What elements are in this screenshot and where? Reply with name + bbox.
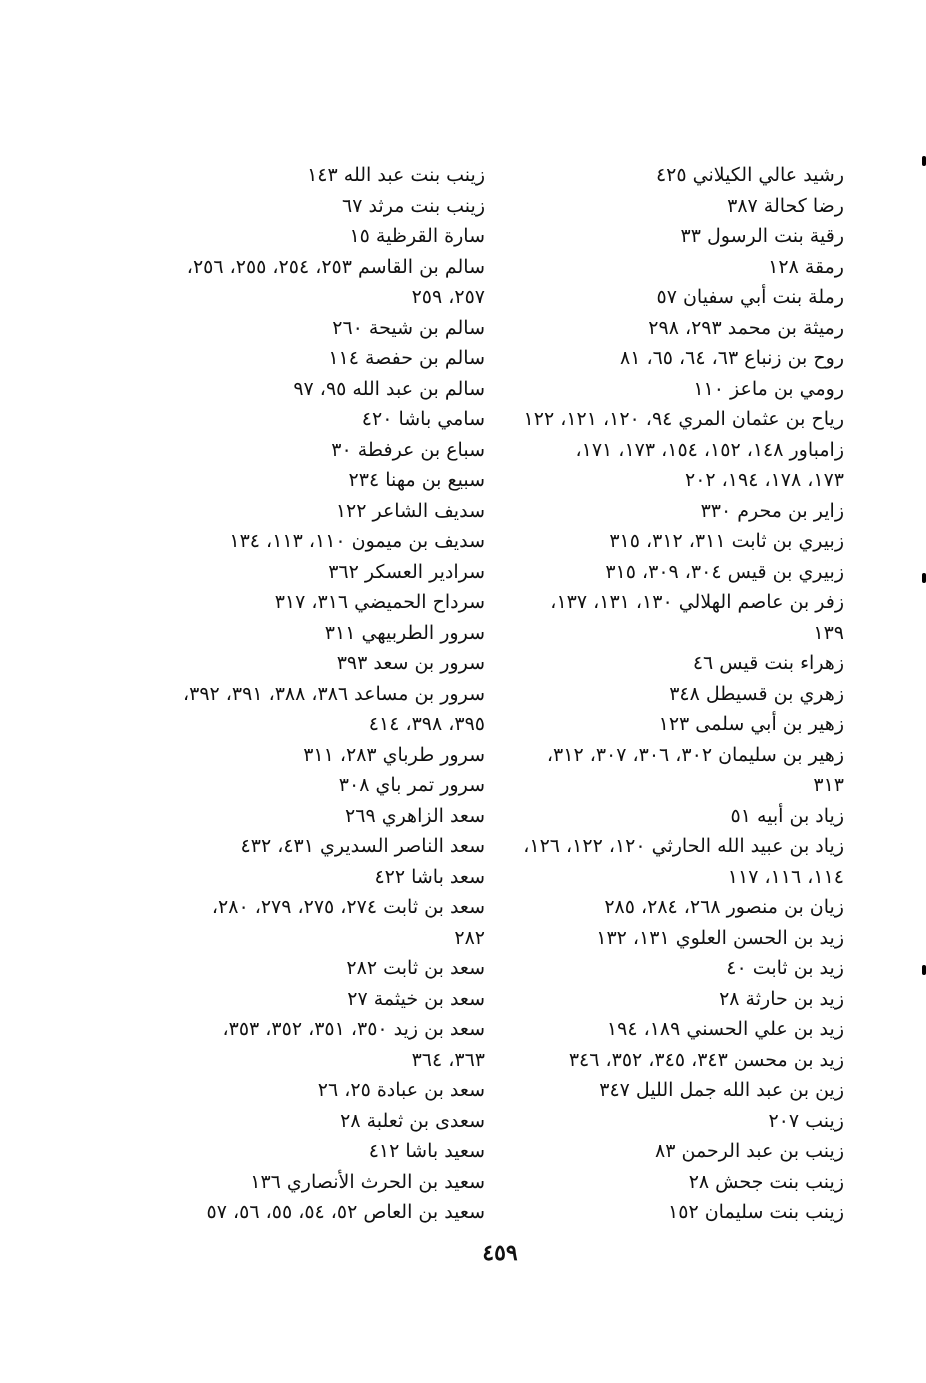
index-entry: سعيد بن العاص ٥٢، ٥٤، ٥٥، ٥٦، ٥٧ <box>206 1201 485 1223</box>
page-number: ٤٥٩ <box>482 1240 518 1266</box>
index-entry: زينب بنت عبد الله ١٤٣ <box>307 164 485 186</box>
index-entry: زبيري بن ثابت ٣١١، ٣١٢، ٣١٥ <box>609 530 844 552</box>
index-entry: ٢٨٢ <box>454 926 485 949</box>
index-entry: ٣١٣ <box>813 774 844 796</box>
margin-mark <box>922 156 926 166</box>
index-entry: زيد بن الحسن العلوي ١٣١، ١٣٢ <box>596 926 844 949</box>
index-entry: سعيد بن الحرث الأنصاري ١٣٦ <box>250 1170 485 1193</box>
index-entry: زيد بن ثابت ٤٠ <box>726 957 844 979</box>
index-entry: سديف بن ميمون ١١٠، ١١٣، ١٣٤ <box>229 530 485 552</box>
index-entry: روح بن زنباع ٦٣، ٦٤، ٦٥، ٨١ <box>619 347 844 369</box>
index-entry: زامباور ١٤٨، ١٥٢، ١٥٤، ١٧٣، ١٧١، <box>575 438 844 461</box>
index-entry: سعد الزاهري ٢٦٩ <box>345 804 485 827</box>
index-entry: زيد بن محسن ٣٤٣، ٣٤٥، ٣٥٢، ٣٤٦ <box>568 1048 844 1071</box>
index-entry: سرور تمر باي ٣٠٨ <box>338 774 485 796</box>
index-entry: سالم بن عبد الله ٩٥، ٩٧ <box>293 377 485 400</box>
index-entry: زهير بن سليمان ٣٠٢، ٣٠٦، ٣٠٧، ٣١٢، <box>546 743 844 766</box>
index-entry: زين بن عبد الله جمل الليل ٣٤٧ <box>599 1079 844 1101</box>
index-entry: زينب بنت سليمان ١٥٢ <box>668 1201 844 1223</box>
index-entry: سرور الطربيهي ٣١١ <box>324 621 485 644</box>
index-entry: سالم بن حفصة ١١٤ <box>328 347 485 369</box>
index-entry: سعدى بن ثعلبة ٢٨ <box>340 1109 485 1132</box>
index-entry: رميثة بن محمد ٢٩٣، ٢٩٨ <box>648 316 844 339</box>
index-entry: رقية بنت الرسول ٣٣ <box>680 225 844 247</box>
index-entry: سعد بن ثابت ٢٧٤، ٢٧٥، ٢٧٩، ٢٨٠، <box>211 896 485 918</box>
index-entry: سرور بن سعد ٣٩٣ <box>336 652 485 674</box>
index-column-right <box>524 160 844 1228</box>
index-entry: سباع بن عرفطة ٣٠ <box>331 438 485 461</box>
index-entry: سالم بن القاسم ٢٥٣، ٢٥٤، ٢٥٥، ٢٥٦، <box>186 255 485 278</box>
index-entry: سعد بن ثابت ٢٨٢ <box>346 957 485 979</box>
index-entry: رشيد عالي الكيلاني ٤٢٥ <box>655 164 844 186</box>
index-entry: سعيد باشا ٤١٢ <box>368 1140 485 1162</box>
index-entry: سعد الناصر السديري ٤٣١، ٤٣٢ <box>240 835 485 857</box>
index-entry: زينب بن عبد الرحمن ٨٣ <box>655 1140 844 1162</box>
index-entry: سالم بن شيحة ٢٦٠ <box>332 316 485 339</box>
index-entry: سارة القرظية ١٥ <box>349 225 485 247</box>
index-entry: سعد بن زيد ٣٥٠، ٣٥١، ٣٥٢، ٣٥٣، <box>222 1018 485 1040</box>
index-entry: زبيري بن قيس ٣٠٤، ٣٠٩، ٣١٥ <box>605 560 844 583</box>
index-column-left <box>155 160 485 1228</box>
index-entry: زيد بن علي الحسني ١٨٩، ١٩٤ <box>606 1018 844 1040</box>
index-entry: سرور بن مساعد ٣٨٦، ٣٨٨، ٣٩١، ٣٩٢، <box>182 682 485 705</box>
index-entry: زينب بنت جحش ٢٨ <box>688 1170 844 1193</box>
index-entry: زهير بن أبي سلمى ١٢٣ <box>658 713 844 735</box>
index-entry: سرور طرباي ٢٨٣، ٣١١ <box>303 743 485 766</box>
index-entry: زيان بن منصور ٢٦٨، ٢٨٤، ٢٨٥ <box>604 896 844 918</box>
index-entry: ٣٩٥، ٣٩٨، ٤١٤ <box>368 713 485 735</box>
index-entry: زياد بن عبيد الله الحارثي ١٢٠، ١٢٢، ١٢٦، <box>523 835 844 857</box>
index-entry: سعد بن عبادة ٢٥، ٢٦ <box>317 1079 485 1101</box>
index-entry: سامي باشا ٤٢٠ <box>361 408 485 430</box>
index-entry: رملة بنت أبي سفيان ٥٧ <box>656 286 844 308</box>
index-entry: زهراء بنت قيس ٤٦ <box>692 652 844 674</box>
index-entry: ٣٦٣، ٣٦٤ <box>411 1048 485 1071</box>
index-entry: ١١٤، ١١٦، ١١٧ <box>727 865 844 888</box>
index-entry: ٢٥٧، ٢٥٩ <box>411 286 485 308</box>
index-entry: سعد بن خيثمة ٢٧ <box>347 987 485 1010</box>
index-entry: زهري بن قسيطل ٣٤٨ <box>669 682 844 705</box>
index-entry: ١٣٩ <box>813 621 844 644</box>
index-entry: زينب ٢٠٧ <box>768 1109 844 1132</box>
index-entry: سديف الشاعر ١٢٢ <box>335 499 485 522</box>
index-entry: سعد باشا ٤٢٢ <box>374 865 485 888</box>
margin-mark <box>922 965 926 975</box>
index-entry: ١٧٣، ١٧٨، ١٩٤، ٢٠٢ <box>684 469 844 491</box>
index-entry: رمقة ١٢٨ <box>768 255 844 278</box>
index-entry: رياح بن عثمان المري ٩٤، ١٢٠، ١٢١، ١٢٢ <box>523 408 844 430</box>
index-entry: سبيع بن مهنا ٢٣٤ <box>348 469 485 491</box>
index-entry: سرداح الحميضي ٣١٦، ٣١٧ <box>274 591 485 613</box>
index-entry: زيد بن حارثة ٢٨ <box>719 987 844 1010</box>
index-entry: سرادير العسكر ٣٦٢ <box>328 560 485 583</box>
index-entry: زاير بن محرم ٣٣٠ <box>700 499 844 522</box>
index-entry: زينب بنت مرثد ٦٧ <box>342 194 485 217</box>
index-entry: رضا كحالة ٣٨٧ <box>727 194 844 217</box>
index-entry: رومي بن ماعز ١١٠ <box>693 377 844 400</box>
margin-mark <box>922 573 926 583</box>
index-entry: زفر بن عاصم الهلالي ١٣٠، ١٣١، ١٣٧، <box>550 591 844 613</box>
index-entry: زياد بن أبيه ٥١ <box>730 804 844 827</box>
